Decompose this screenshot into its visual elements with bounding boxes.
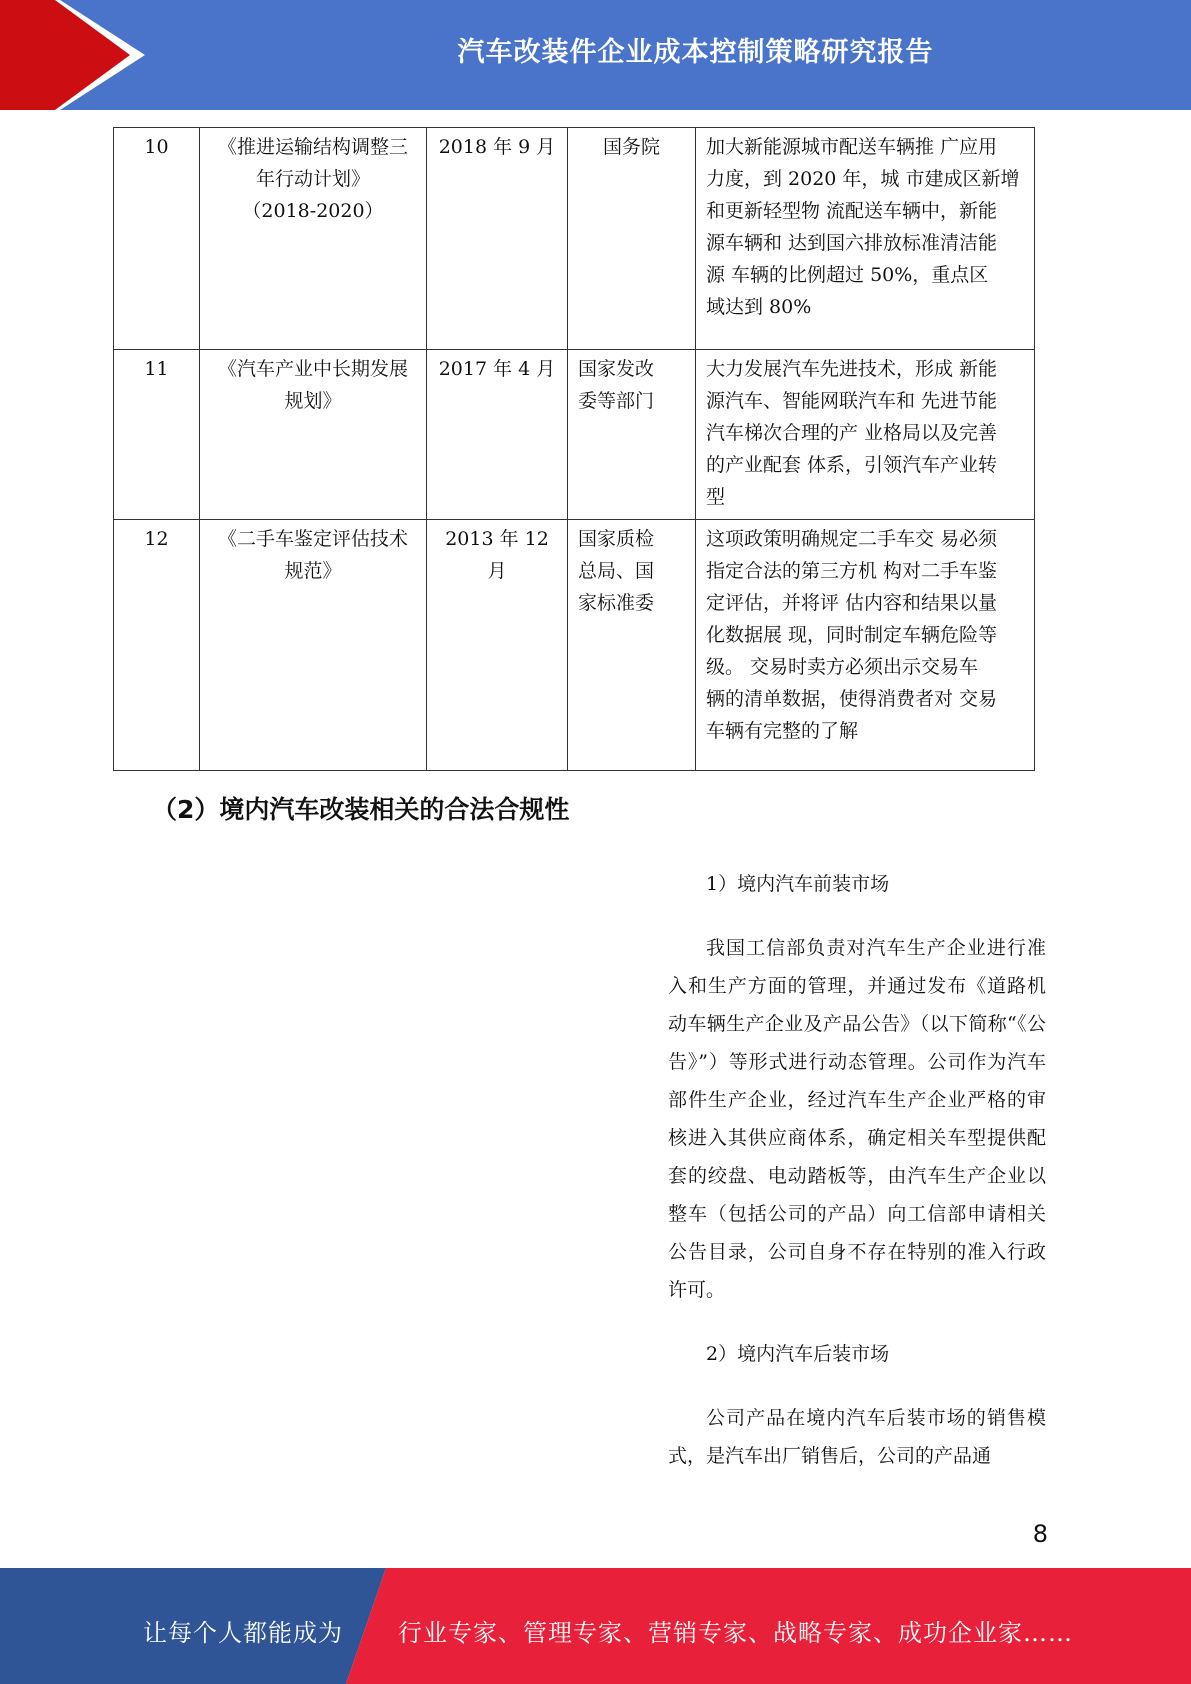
cell-issuer-line: 国务院 — [602, 136, 660, 158]
policy-table-body — [114, 128, 1035, 771]
cell-description-line: 汽车梯次合理的产 业格局以及完善 — [706, 422, 998, 444]
paragraph-front-market: 我国工信部负责对汽车生产企业进行准入和生产方面的管理，并通过发布《道路机动车辆生产企业及产品公告》（以下简称“《公告》”）等形式进行动态管理。公司作为汽车部件生产企业，经过汽车生产企业严格的审核进入其供应商体系，确定相关车型提供配套的绞盘、电动踏板等，由汽车生产企业以整车（包括公司的产品）向工信部申请相关公告目录，公司自身不存在特别的准入行政许可。 — [668, 937, 1046, 1301]
policy-table — [113, 127, 1035, 771]
cell-description-line: 车辆有完整的了解 — [706, 720, 859, 742]
cell-policy-title-line: （2018-2020） — [242, 200, 384, 222]
cell-date-line: 2017 年 4 月 — [438, 358, 556, 380]
cell-description-line: 这项政策明确规定二手车交 易必须 — [706, 528, 998, 550]
page-number: 8 — [1032, 1520, 1048, 1548]
header-chevron-icon — [0, 0, 160, 110]
cell-issuer-line: 委等部门 — [578, 390, 655, 412]
cell-policy-title — [200, 350, 427, 520]
cell-policy-title-line: 《二手车鉴定评估技术 — [217, 528, 408, 550]
cell-description-line: 加大新能源城市配送车辆推 广应用 — [706, 136, 998, 158]
cell-number-line: 11 — [144, 358, 169, 380]
cell-number — [114, 350, 200, 520]
body-text-column — [668, 865, 1046, 1501]
cell-policy-title — [200, 128, 427, 350]
cell-date-line: 2018 年 9 月 — [438, 136, 556, 158]
cell-description-line: 型 — [706, 486, 726, 508]
cell-issuer-line: 国家质检 — [578, 528, 655, 550]
cell-number — [114, 128, 200, 350]
cell-issuer — [568, 128, 696, 350]
cell-policy-title — [200, 520, 427, 771]
cell-description-line: 源车辆和 达到国六排放标准清洁能 — [706, 232, 998, 254]
subheading-aftermarket: 2）境内汽车后装市场 — [706, 1343, 890, 1365]
cell-number-line: 10 — [144, 136, 169, 158]
cell-description-line: 源 车辆的比例超过 50%，重点区 — [706, 264, 989, 286]
cell-issuer-line: 总局、国 — [578, 560, 655, 582]
cell-issuer — [568, 350, 696, 520]
paragraph-aftermarket: 公司产品在境内汽车后装市场的销售模式，是汽车出厂销售后，公司的产品通 — [668, 1407, 1046, 1467]
cell-policy-title-line: 规划》 — [284, 390, 342, 412]
page-footer — [0, 1568, 1191, 1684]
cell-description-line: 和更新轻型物 流配送车辆中，新能 — [706, 200, 998, 222]
footer-slogan-right: 行业专家、管理专家、营销专家、战略专家、成功企业家…… — [398, 1619, 1073, 1647]
cell-description-line: 源汽车、智能网联汽车和 先进节能 — [706, 390, 998, 412]
cell-date — [427, 128, 568, 350]
cell-description-line: 辆的清单数据，使得消费者对 交易 — [706, 688, 998, 710]
cell-description-line: 定评估，并将评 估内容和结果以量 — [706, 592, 998, 614]
cell-description-line: 指定合法的第三方机 构对二手车鉴 — [706, 560, 998, 582]
footer-slogan-left: 让每个人都能成为 — [143, 1619, 343, 1647]
cell-description-line: 力度，到 2020 年，城 市建成区新增 — [706, 168, 1020, 190]
cell-description — [696, 520, 1035, 771]
table-row — [114, 520, 1035, 771]
cell-description-line: 大力发展汽车先进技术，形成 新能 — [706, 358, 998, 380]
page-header — [0, 0, 1191, 110]
cell-description-line: 级。 交易时卖方必须出示交易车 — [706, 656, 979, 678]
subheading-front-market: 1）境内汽车前装市场 — [706, 873, 890, 895]
cell-issuer — [568, 520, 696, 771]
table-row — [114, 350, 1035, 520]
cell-description-line: 的产业配套 体系，引领汽车产业转 — [706, 454, 998, 476]
cell-issuer-line: 国家发改 — [578, 358, 655, 380]
cell-issuer-line: 家标准委 — [578, 592, 655, 614]
cell-date — [427, 350, 568, 520]
cell-date — [427, 520, 568, 771]
cell-date-line: 2013 年 12 月 — [445, 528, 549, 582]
cell-description-line: 化数据展 现，同时制定车辆危险等 — [706, 624, 998, 646]
cell-policy-title-line: 《汽车产业中长期发展 — [217, 358, 408, 380]
report-title: 汽车改装件企业成本控制策略研究报告 — [457, 37, 934, 68]
cell-policy-title-line: 规范》 — [284, 560, 342, 582]
cell-policy-title-line: 《推进运输结构调整三 — [217, 136, 408, 158]
cell-description — [696, 128, 1035, 350]
cell-number-line: 12 — [144, 528, 169, 550]
cell-policy-title-line: 年行动计划》 — [255, 168, 370, 190]
cell-description-line: 域达到 80% — [706, 296, 812, 318]
cell-description — [696, 350, 1035, 520]
cell-number — [114, 520, 200, 771]
section-heading: （2）境内汽车改装相关的合法合规性 — [152, 795, 570, 824]
table-row — [114, 128, 1035, 350]
